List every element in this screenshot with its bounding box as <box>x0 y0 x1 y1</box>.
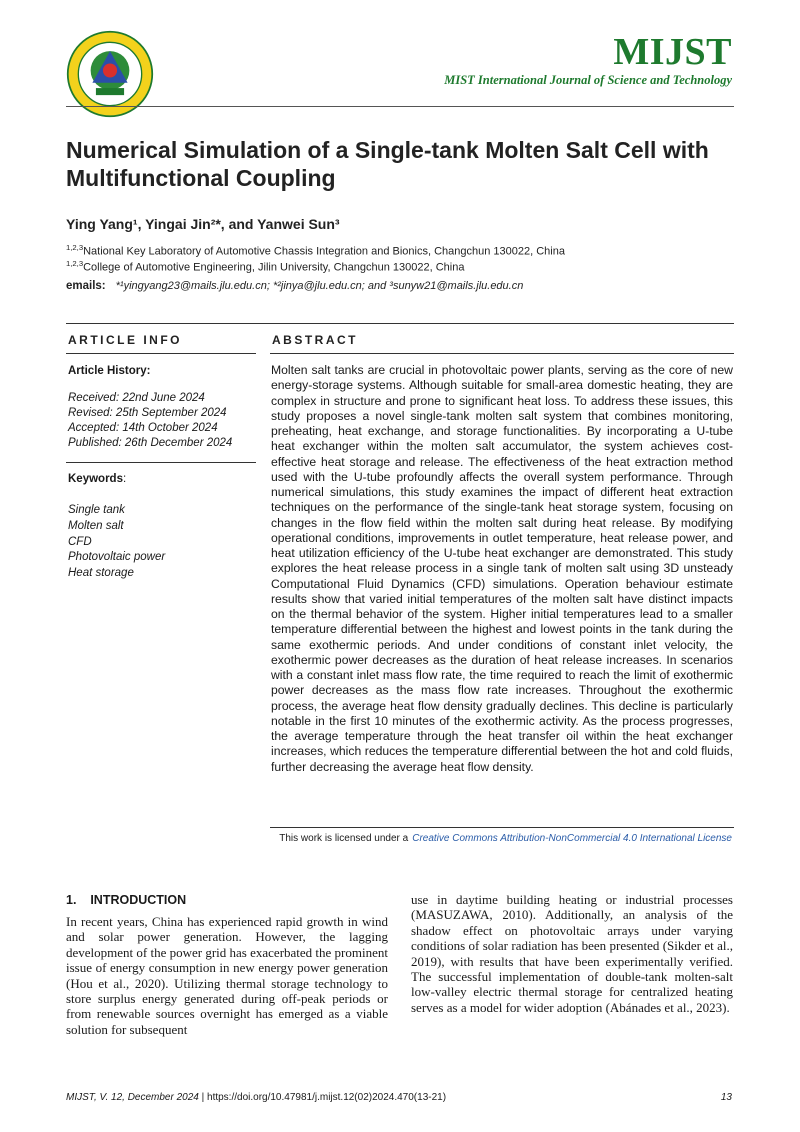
divider <box>66 462 256 463</box>
received-date: Received: 22nd June 2024 <box>68 392 205 404</box>
affiliation-2: $^{1,2,3}$College of Automotive Engineering, Jilin University, Changchun 130022, China <box>66 259 465 274</box>
article-info-heading: ARTICLE INFO <box>68 333 182 347</box>
journal-full-name: MIST International Journal of Science and Technology <box>444 73 732 87</box>
accepted-date: Accepted: 14th October 2024 <box>68 422 218 434</box>
keyword-list <box>68 503 165 582</box>
license-note: This work is licensed under a Creative Commons Attribution-NonCommercial 4.0 International License <box>279 833 732 844</box>
header-rule <box>66 106 734 107</box>
author-emails <box>66 280 523 292</box>
abstract-heading: ABSTRACT <box>272 333 358 347</box>
page-number: 13 <box>720 1092 732 1103</box>
abstract-body: Molten salt tanks are crucial in photovoltaic power plants, serving as the core of new energy-storage systems. Although suitable for small-area domestic heating, they are complex in structure and prone to significant heat loss. To address these issues, this study proposes a novel single-tank molten salt system that combines monitoring, preheating, heat exchange, and storage functionalities. By incorporating a U-tube heat exchanger within the molten salt accumulator, the system achieves cost-effective heat storage and release. The effectiveness of the heat extraction method used with the U-tube profoundly affects the overall system performance. Through numerical simulations, this study examines the impact of different heat extraction techniques on the performance of the single-tank heat storage system, focusing on changes in the flow field within the molten salt during heat release. By modifying operational conditions, improvements in outlet temperature, heat release power, and heat utilization efficiency of the U-tube heat exchanger are demonstrated. This study explores the heat release process in a single tank of molten salt using 3D unsteady Computational Fluid Dynamics (CFD) simulations. Operation behaviour estimate results show that varied initial temperatures of the molten salt have distinct impacts on the thermal behavior of the system. Higher initial temperatures lead to a smaller temperature differential between the highest and lowest points in the tank during the same exothermic periods. And under conditions of constant inlet velocity, the exothermic power decreases as the duration of heat release increases. In scenarios with a constant inlet mass flow rate, the time required to reach the limit of exothermic power decreases as the mass flow rate increases. Throughout the exothermic process, the average heat flow density gradually declines. This decline is particularly notable in the first 10 minutes of the exothermic activity. As the process progresses, the average temperature through the heat transfer oil within the heat exchanger increases, which reduces the temperature differential between the hot and cold fluids, further decreasing the average heat flow density. <box>271 363 733 774</box>
published-date: Published: 26th December 2024 <box>68 437 233 449</box>
paper-title: Numerical Simulation of a Single-tank Molten Salt Cell with Multifunctional Coupling <box>66 137 709 191</box>
keyword: Heat storage <box>68 567 134 580</box>
author-list: Ying Yang¹, Yingai Jin²*, and Yanwei Sun³ <box>66 216 340 232</box>
affiliation-1: $^{1,2,3}$National Key Laboratory of Automotive Chassis Integration and Bionics, Changchun 130022, China <box>66 243 565 258</box>
keyword: Photovoltaic power <box>68 551 166 564</box>
journal-name: MIJST <box>613 31 732 73</box>
section-heading-introduction: 1. INTRODUCTION <box>66 893 187 907</box>
article-history <box>68 391 232 451</box>
keyword: Single tank <box>68 504 125 516</box>
body-column-left: In recent years, China has experienced rapid growth in wind and solar power generation. However, the lagging development of the power grid has exacerbated the prominent issue of energy consumption in new energy power generation (Hou et al., 2020). Utilizing thermal storage technology to store surplus energy generated during off-peak periods or from renewable sources overnight has emerged as a viable solution for subsequent <box>66 914 388 1037</box>
revised-date: Revised: 25th September 2024 <box>68 407 227 419</box>
divider <box>270 827 734 828</box>
article-history-label: Article History: <box>68 365 151 377</box>
keyword: CFD <box>68 535 92 548</box>
divider <box>270 353 734 354</box>
emails-text[interactable]: *¹yingyang23@mails.jlu.edu.cn; *²jinya@jlu.edu.cn; and ³sunyw21@mails.jlu.edu.cn <box>115 280 524 292</box>
license-link[interactable]: Creative Commons Attribution-NonCommercial 4.0 International License <box>412 833 732 844</box>
mist-seal-icon <box>66 30 154 118</box>
keywords-label: Keywords: <box>68 473 127 485</box>
footer-citation: MIJST, V. 12, December 2024 <box>66 1092 199 1103</box>
body-column-right: use in daytime building heating or industrial processes (MASUZAWA, 2010). Additionally, an analysis of the shadow effect on photovoltaic arrays under varying conditions of solar radiation has been presented (Sikder et al., 2019), with results that have been experimentally verified. The successful implementation of double-tank molten-salt low-valley electric thermal storage for centralized heating serves as a model for wider adoption (Abánades et al., 2023). <box>411 892 733 1015</box>
emails-label: emails: <box>66 280 106 292</box>
divider <box>66 323 734 324</box>
footer-doi[interactable]: | https://doi.org/10.47981/j.mijst.12(02)2024.470(13-21) <box>201 1092 447 1103</box>
keyword: Molten salt <box>68 519 124 532</box>
divider <box>66 353 256 354</box>
page-footer <box>66 1092 446 1103</box>
